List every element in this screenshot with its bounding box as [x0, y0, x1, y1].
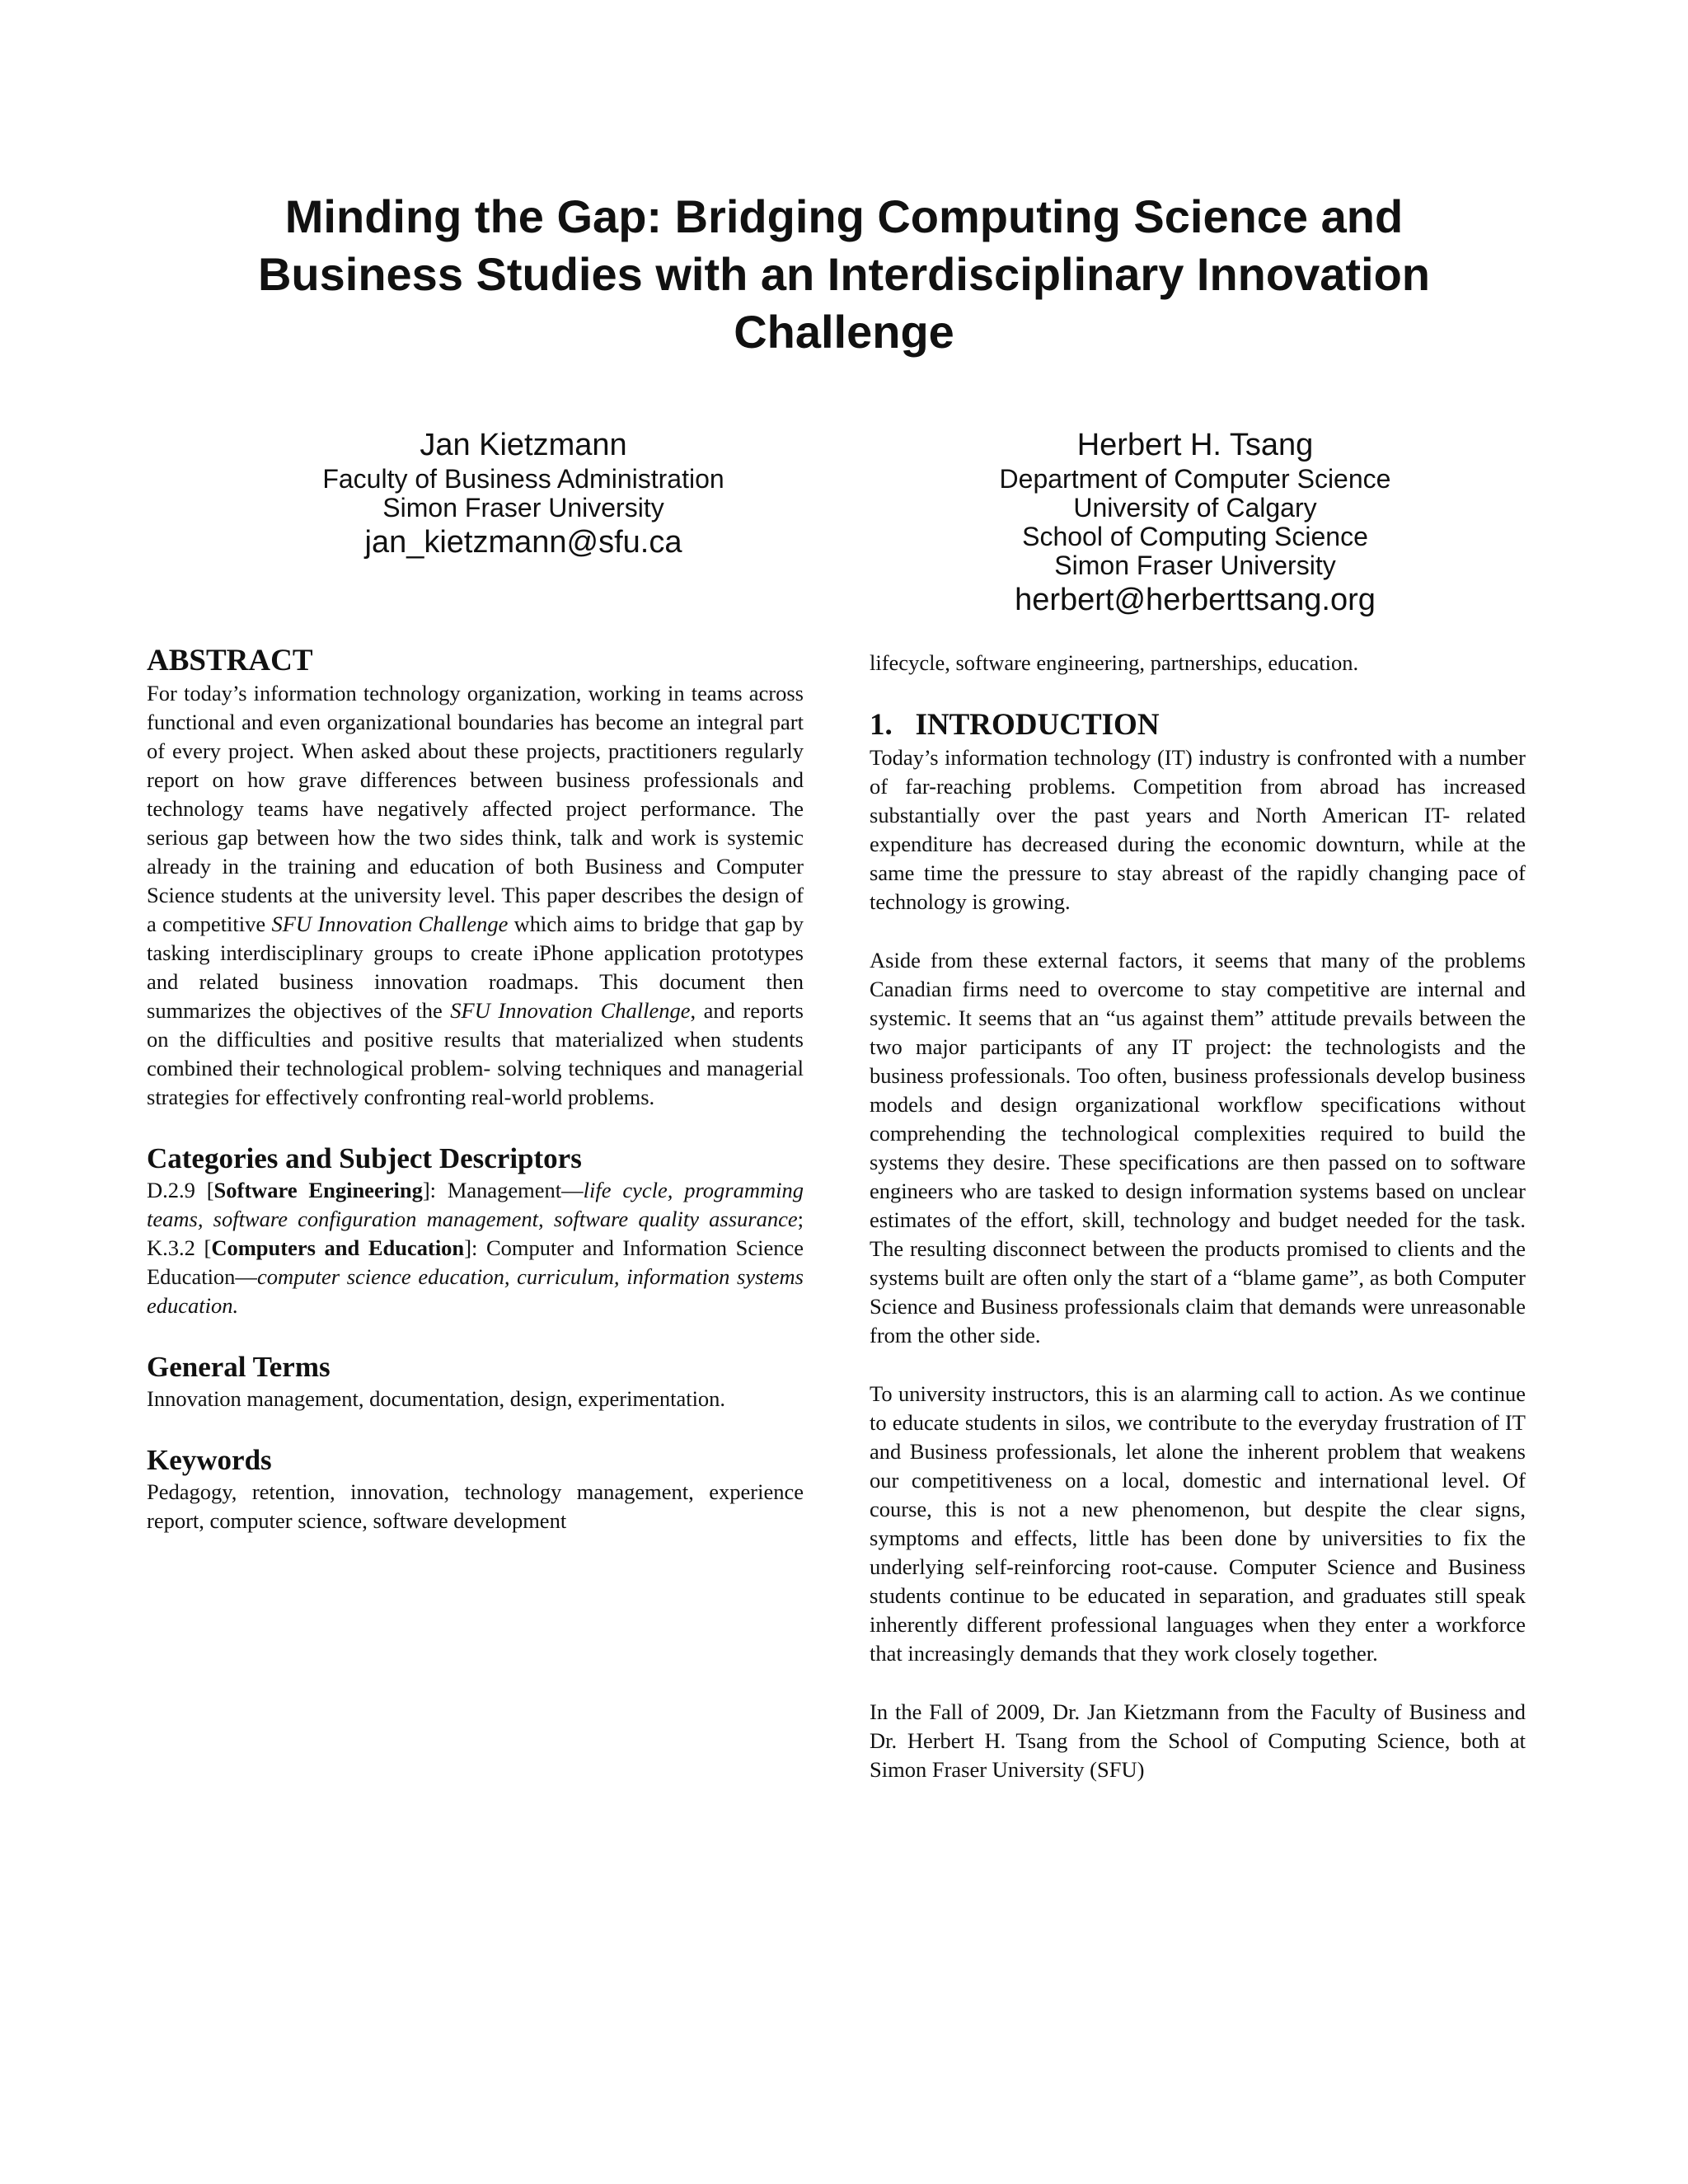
categories-heading: Categories and Subject Descriptors: [147, 1142, 582, 1174]
abstract-text-part: which aims to bridge that gap by tasking interdisciplinary groups to create iPhone application prototypes and related business innovation roadmaps. This document then summarizes the objectives of the: [147, 912, 804, 1023]
introduction-heading: 1. INTRODUCTION: [870, 708, 1160, 742]
abstract-text-part: , and reports on the difficulties and positive results that materialized when students combined their technological problem- solving techniques and managerial strategies for effectively confronting real-world problems.: [147, 998, 804, 1109]
abstract-emphasis: SFU Innovation Challenge: [271, 912, 509, 936]
categories-text-part: D.2.9 [: [147, 1178, 214, 1202]
abstract-text: [147, 679, 804, 1112]
categories-text-part: ; K.3.2 [: [147, 1207, 804, 1260]
title-line: Business Studies with an Interdisciplinary Innovation: [257, 248, 1431, 300]
category-name: Software Engineering: [213, 1178, 423, 1202]
abstract-text-part: For today’s information technology organization, working in teams across functional and even organizational boundaries has become an integral part of every project. When asked about these projects, practitioners regularly report on how grave differences between business professionals and technology teams have negatively affected project performance. The serious gap between how the two sides think, talk and work is systemic already in the training and education of both Business and Computer Science students at the university level. This paper describes the design of a competitive: [147, 681, 804, 936]
keywords-heading: Keywords: [147, 1444, 272, 1476]
intro-paragraph: To university instructors, this is an alarming call to action. As we continue to educate students in silos, we contribute to the everyday frustration of IT and Business professionals, let alone the inherent problem that weakens our competitiveness on a local, domestic and international level. Of course, this is not a new phenomenon, but despite the clear signs, symptoms and effects, little has been done by universities to fix the underlying self-reinforcing root-cause. Computer Science and Business students continue to be educated in separation, and graduates still speak inherently different professional languages when they enter a workforce that increasingly demands that they work closely together.: [870, 1381, 1526, 1666]
author-affiliation: Department of Computer Science: [999, 464, 1391, 494]
right-column: [870, 649, 1526, 1784]
paper-title: [165, 188, 1523, 361]
author-block-tsang: [890, 425, 1500, 620]
author-email: herbert@herberttsang.org: [1015, 583, 1376, 617]
intro-paragraph: Aside from these external factors, it seems that many of the problems Canadian firms need to overcome to stay competitive are internal and systemic. It seems that an “us against them” attitude prevails between the two major participants of any IT project: the technologists and the business professionals. Too often, business professionals develop business models and design organizational workflow specifications without comprehending the technological complexities required to build the systems they desire. These specifications are then passed on to software engineers who are tasked to design information systems based on unclear estimates of the effort, skill, technology and budget needed for the task. The resulting disconnect between the products promised to clients and the systems built are often only the start of a “blame game”, as both Computer Science and Business professionals claim that demands were unreasonable from the other side.: [870, 948, 1526, 1347]
abstract-emphasis: SFU Innovation Challenge: [450, 998, 691, 1023]
author-affiliation: Simon Fraser University: [1054, 551, 1336, 580]
author-affiliation: University of Calgary: [1073, 493, 1317, 523]
abstract-heading: ABSTRACT: [147, 644, 313, 677]
author-block-kietzmann: [272, 425, 775, 562]
left-column: [147, 643, 804, 1535]
intro-paragraph: Today’s information technology (IT) industry is confronted with a number of far-reaching problems. Competition from abroad has increased substantially over the past years and North American IT- related expenditure has decreased during the economic downturn, while at the same time the pressure to stay abreast of the rapidly changing pace of technology is growing.: [870, 745, 1526, 914]
keywords-text: Pedagogy, retention, innovation, technology management, experience report, computer science, software development: [147, 1479, 804, 1533]
author-name: Jan Kietzmann: [420, 428, 627, 462]
category-name: Computers and Education: [211, 1235, 465, 1260]
keywords-continued: lifecycle, software engineering, partnerships, education.: [870, 650, 1359, 675]
intro-paragraph: In the Fall of 2009, Dr. Jan Kietzmann from the Faculty of Business and Dr. Herbert H. Tsang from the School of Computing Science, both at Simon Fraser University (SFU): [870, 1699, 1526, 1782]
general-terms-heading: General Terms: [147, 1351, 331, 1383]
author-name: Herbert H. Tsang: [1076, 428, 1314, 462]
categories-text-part: ]: Computer and Information Science Education—: [147, 1235, 804, 1289]
categories-text: [147, 1176, 804, 1320]
author-email: jan_kietzmann@sfu.ca: [364, 525, 682, 560]
author-affiliation: School of Computing Science: [1022, 522, 1368, 551]
general-terms-text: Innovation management, documentation, design, experimentation.: [147, 1386, 726, 1411]
category-descriptors: life cycle, programming teams, software configuration management, software quality assurance: [147, 1178, 804, 1231]
category-descriptors: computer science education, curriculum, information systems education.: [147, 1264, 804, 1318]
categories-text-part: ]: Management—: [422, 1178, 584, 1202]
author-affiliation: Faculty of Business Administration: [322, 464, 724, 494]
title-line: Challenge: [734, 306, 954, 358]
title-line: Minding the Gap: Bridging Computing Science and: [284, 190, 1404, 242]
author-affiliation: Simon Fraser University: [382, 493, 664, 523]
